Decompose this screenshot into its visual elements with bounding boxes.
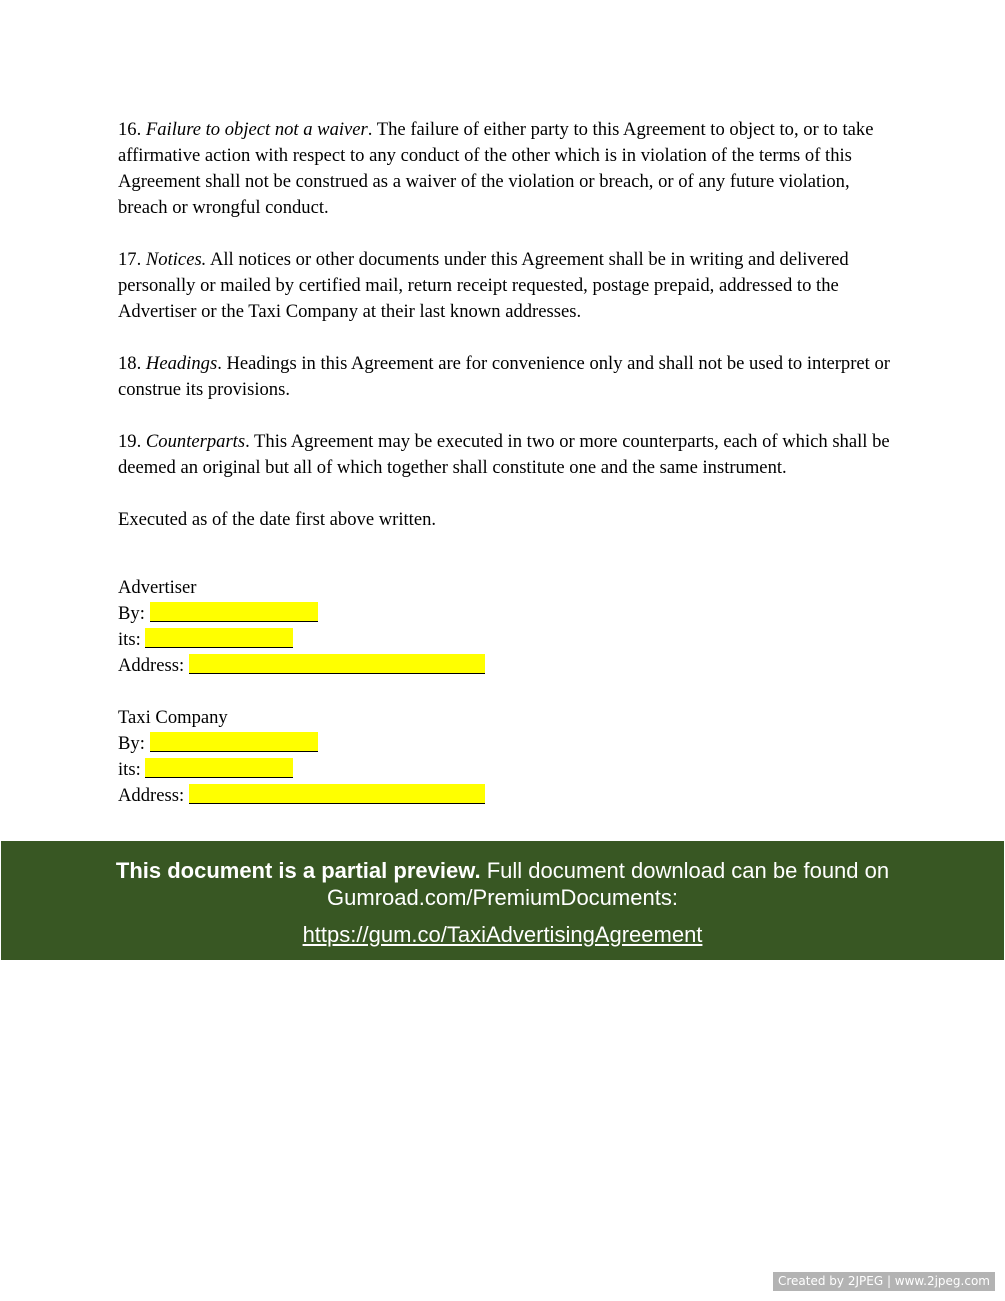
address-label: Address: bbox=[118, 785, 189, 806]
document-body bbox=[118, 117, 898, 835]
watermark-footer: Created by 2JPEG | www.2jpeg.com bbox=[773, 1272, 995, 1291]
section-number: 16. bbox=[118, 119, 142, 140]
by-signature-field[interactable] bbox=[150, 732, 318, 752]
download-link[interactable]: https://gum.co/TaxiAdvertisingAgreement bbox=[302, 922, 703, 947]
section-text: . This Agreement may be executed in two or more counterparts, each of which shall be deemed an original but all of which together shall constitute one and the same instrument. bbox=[118, 431, 890, 478]
banner-line-2: Gumroad.com/PremiumDocuments: bbox=[327, 885, 678, 910]
section-16 bbox=[118, 117, 898, 221]
its-label: its: bbox=[118, 759, 146, 780]
section-heading: Failure to object not a waiver bbox=[145, 119, 368, 140]
its-title-field[interactable] bbox=[145, 758, 293, 778]
by-line bbox=[118, 731, 898, 757]
section-text: . The failure of either party to this Agreement to object to, or to take affirmative action with respect to any conduct of the other which is in violation of the terms of this Agreement shall not be construed as a waiver of the violation or breach, or of any future violation, breach or wrongful conduct. bbox=[118, 119, 874, 218]
advertiser-signature-block bbox=[118, 575, 898, 679]
its-line bbox=[118, 757, 898, 783]
section-17 bbox=[118, 247, 898, 325]
by-line bbox=[118, 601, 898, 627]
section-18 bbox=[118, 351, 898, 403]
section-number: 19. bbox=[118, 431, 142, 452]
banner-bold-text: This document is a partial preview. bbox=[115, 858, 481, 883]
address-field[interactable] bbox=[189, 784, 485, 804]
banner-text: Full document download can be found on bbox=[480, 858, 890, 883]
signature-party-title: Taxi Company bbox=[118, 707, 228, 728]
section-heading: Notices. bbox=[145, 249, 207, 270]
section-number: 18. bbox=[118, 353, 142, 374]
its-label: its: bbox=[118, 629, 146, 650]
preview-banner bbox=[1, 841, 1004, 960]
address-label: Address: bbox=[118, 655, 189, 676]
section-heading: Counterparts bbox=[145, 431, 246, 452]
address-line bbox=[118, 653, 898, 679]
by-label: By: bbox=[118, 603, 150, 624]
banner-line-1 bbox=[1, 857, 1004, 884]
taxi-company-signature-block bbox=[118, 705, 898, 809]
by-signature-field[interactable] bbox=[150, 602, 318, 622]
its-line bbox=[118, 627, 898, 653]
address-line bbox=[118, 783, 898, 809]
by-label: By: bbox=[118, 733, 150, 754]
section-19 bbox=[118, 429, 898, 481]
address-field[interactable] bbox=[189, 654, 485, 674]
executed-statement: Executed as of the date first above written. bbox=[118, 509, 437, 530]
section-number: 17. bbox=[118, 249, 142, 270]
its-title-field[interactable] bbox=[145, 628, 293, 648]
section-heading: Headings bbox=[145, 353, 218, 374]
signature-party-title: Advertiser bbox=[118, 577, 197, 598]
section-text: All notices or other documents under this Agreement shall be in writing and delivered personally or mailed by certified mail, return receipt requested, postage prepaid, addressed to the Advertiser or the Taxi Company at their last known addresses. bbox=[118, 249, 849, 322]
section-text: . Headings in this Agreement are for convenience only and shall not be used to interpret or construe its provisions. bbox=[118, 353, 890, 400]
